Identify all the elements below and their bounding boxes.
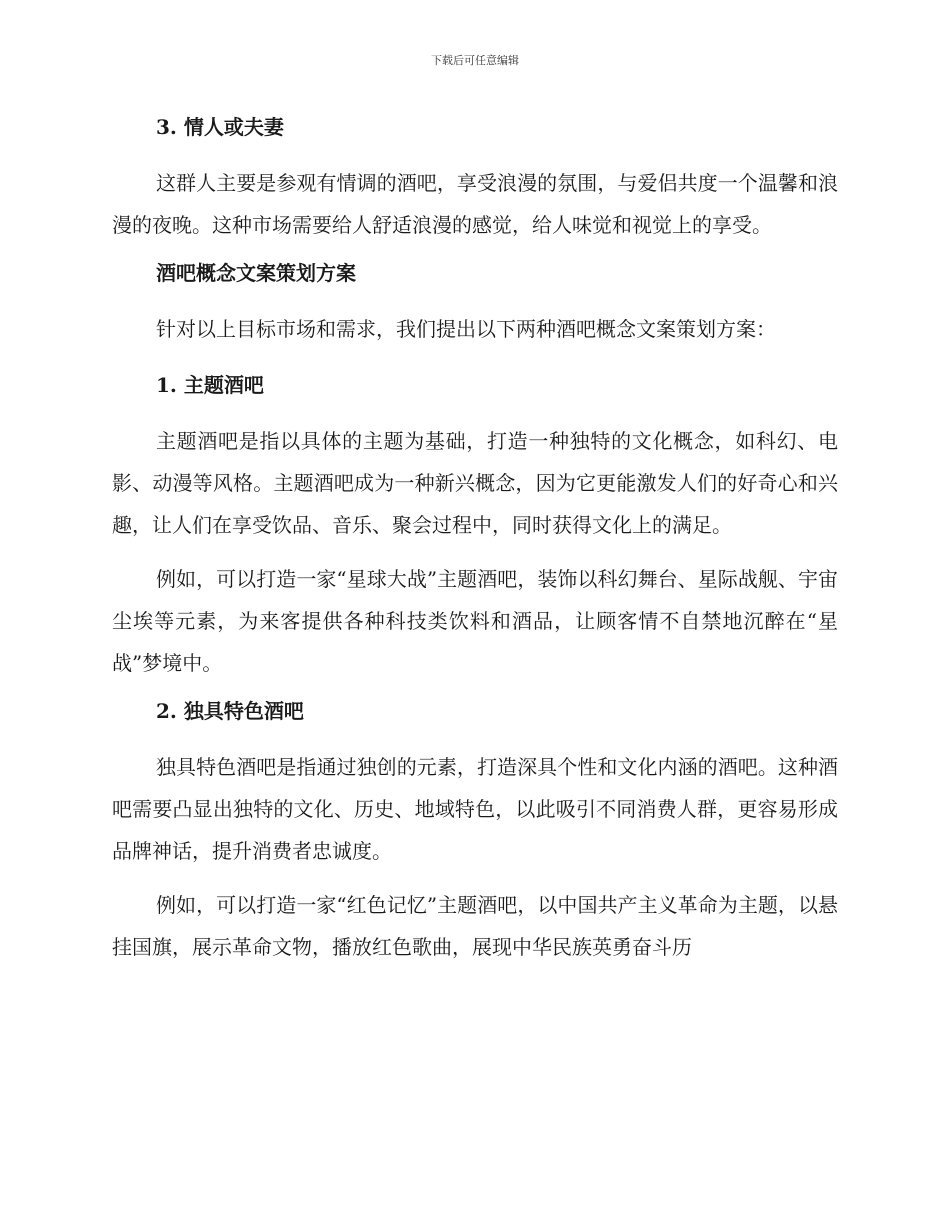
heading-unique-bar: 2. 独具特色酒吧 bbox=[156, 699, 304, 723]
document-body bbox=[112, 112, 838, 980]
paragraph-unique-bar: 独具特色酒吧是指通过独创的元素，打造深具个性和文化内涵的酒吧。这种酒吧需要凸显出独特的文化、历史、地域特色，以此吸引不同消费人群，更容易形成品牌神话，提升消费者忠诚度。 bbox=[112, 755, 838, 863]
page-header: 下载后可任意编辑 bbox=[431, 54, 519, 67]
paragraph-couples: 这群人主要是参观有情调的酒吧，享受浪漫的氛围，与爱侣共度一个温馨和浪漫的夜晚。这种市场需要给人舒适浪漫的感觉，给人味觉和视觉上的享受。 bbox=[112, 171, 838, 237]
paragraph-theme-example: 例如，可以打造一家“星球大战”主题酒吧，装饰以科幻舞台、星际战舰、宇宙尘埃等元素，为来客提供各种科技类饮料和酒品，让顾客情不自禁地沉醉在“星战”梦境中。 bbox=[112, 567, 838, 675]
paragraph-theme-bar: 主题酒吧是指以具体的主题为基础，打造一种独特的文化概念，如科幻、电影、动漫等风格。主题酒吧成为一种新兴概念，因为它更能激发人们的好奇心和兴趣，让人们在享受饮品、音乐、聚会过程中，同时获得文化上的满足。 bbox=[112, 429, 838, 537]
paragraph-intro: 针对以上目标市场和需求，我们提出以下两种酒吧概念文案策划方案： bbox=[156, 317, 776, 341]
paragraph-unique-example: 例如，可以打造一家“红色记忆”主题酒吧，以中国共产主义革命为主题，以悬挂国旗，展示革命文物，播放红色歌曲，展现中华民族英勇奋斗历 bbox=[112, 893, 838, 959]
heading-couples: 3. 情人或夫妻 bbox=[156, 115, 284, 139]
heading-theme-bar: 1. 主题酒吧 bbox=[156, 373, 264, 397]
heading-plan: 酒吧概念文案策划方案 bbox=[156, 261, 356, 285]
